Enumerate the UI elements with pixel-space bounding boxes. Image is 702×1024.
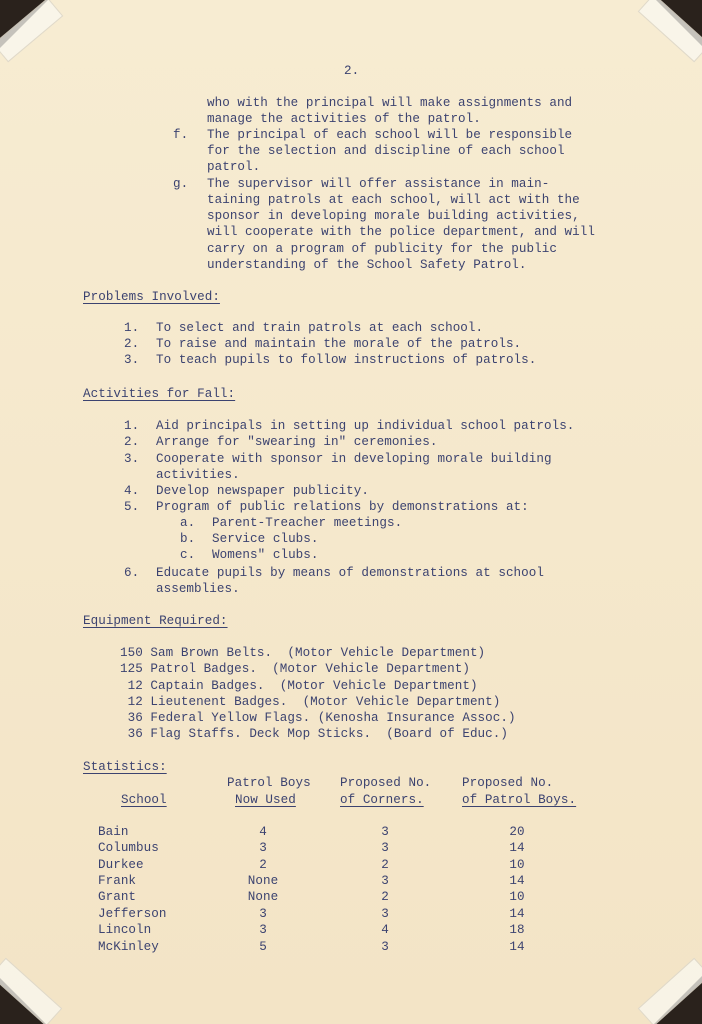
- list-item: To select and train patrols at each school.: [156, 321, 484, 335]
- list-item: assemblies.: [156, 582, 240, 596]
- table-cell: 2: [381, 858, 389, 872]
- table-cell: 20: [509, 825, 525, 839]
- column-header: Proposed No.: [340, 776, 432, 790]
- table-cell-school: Frank: [98, 874, 137, 888]
- column-header: School: [121, 793, 167, 807]
- list-number: 3.: [124, 353, 140, 367]
- list-item: To raise and maintain the morale of the patrols.: [156, 337, 522, 351]
- table-cell: 14: [509, 841, 525, 855]
- table-cell: 14: [509, 907, 525, 921]
- list-item: Arrange for "swearing in" ceremonies.: [156, 435, 438, 449]
- list-item: To teach pupils to follow instructions of patrols.: [156, 353, 537, 367]
- table-cell: 4: [259, 825, 267, 839]
- table-cell: 3: [381, 907, 389, 921]
- sub-item: Parent-Treacher meetings.: [212, 516, 403, 530]
- table-cell: None: [247, 874, 279, 888]
- sub-item: Womens" clubs.: [212, 548, 319, 562]
- table-cell: 10: [509, 858, 525, 872]
- list-item: Educate pupils by means of demonstrations at school: [156, 566, 544, 580]
- table-cell-school: Jefferson: [98, 907, 167, 921]
- table-cell: 3: [381, 874, 389, 888]
- column-header: of Corners.: [340, 793, 424, 807]
- section-heading: Statistics:: [83, 760, 167, 774]
- item-letter: f.: [173, 128, 189, 142]
- list-item: Program of public relations by demonstrations at:: [156, 500, 529, 514]
- text-line: taining patrols at each school, will act with the: [207, 193, 580, 207]
- table-cell: 3: [381, 825, 389, 839]
- list-item: activities.: [156, 468, 240, 482]
- table-cell-school: Grant: [98, 890, 137, 904]
- equipment-line: 150 Sam Brown Belts. (Motor Vehicle Department): [120, 646, 486, 660]
- table-cell: 5: [259, 940, 267, 954]
- equipment-line: 12 Lieutenent Badges. (Motor Vehicle Department): [120, 695, 501, 709]
- table-cell: None: [247, 890, 279, 904]
- list-number: 2.: [124, 435, 140, 449]
- list-number: 6.: [124, 566, 140, 580]
- list-item: Cooperate with sponsor in developing morale building: [156, 452, 552, 466]
- sub-letter: c.: [180, 548, 196, 562]
- table-cell: 18: [509, 923, 525, 937]
- column-header: Patrol Boys: [227, 776, 311, 790]
- equipment-line: 36 Flag Staffs. Deck Mop Sticks. (Board of Educ.): [120, 727, 508, 741]
- table-cell: 4: [381, 923, 389, 937]
- text-line: carry on a program of publicity for the public: [207, 242, 557, 256]
- list-number: 3.: [124, 452, 140, 466]
- table-cell: 14: [509, 874, 525, 888]
- table-cell: 2: [381, 890, 389, 904]
- list-item: Develop newspaper publicity.: [156, 484, 370, 498]
- table-cell: 3: [259, 841, 267, 855]
- table-cell-school: Bain: [98, 825, 129, 839]
- list-item: Aid principals in setting up individual school patrols.: [156, 419, 575, 433]
- list-number: 5.: [124, 500, 140, 514]
- table-cell-school: Columbus: [98, 841, 159, 855]
- section-heading: Equipment Required:: [83, 614, 228, 628]
- list-number: 1.: [124, 419, 140, 433]
- table-cell: 3: [259, 923, 267, 937]
- sub-letter: b.: [180, 532, 196, 546]
- equipment-line: 12 Captain Badges. (Motor Vehicle Department): [120, 679, 478, 693]
- column-header: Proposed No.: [462, 776, 554, 790]
- table-cell: 14: [509, 940, 525, 954]
- column-header: of Patrol Boys.: [462, 793, 577, 807]
- text-line: for the selection and discipline of each school: [207, 144, 565, 158]
- table-cell: 2: [259, 858, 267, 872]
- column-header: Now Used: [235, 793, 296, 807]
- table-cell: 3: [381, 940, 389, 954]
- text-line: will cooperate with the police department, and will: [207, 225, 595, 239]
- list-number: 4.: [124, 484, 140, 498]
- table-cell: 10: [509, 890, 525, 904]
- text-line: patrol.: [207, 160, 261, 174]
- table-cell-school: Durkee: [98, 858, 144, 872]
- table-cell: 3: [381, 841, 389, 855]
- equipment-line: 125 Patrol Badges. (Motor Vehicle Department): [120, 662, 470, 676]
- text-line: manage the activities of the patrol.: [207, 112, 481, 126]
- section-heading: Problems Involved:: [83, 290, 220, 304]
- text-line: understanding of the School Safety Patrol.: [207, 258, 527, 272]
- item-letter: g.: [173, 177, 189, 191]
- list-number: 2.: [124, 337, 140, 351]
- text-line: The principal of each school will be responsible: [207, 128, 573, 142]
- section-heading: Activities for Fall:: [83, 387, 236, 401]
- text-line: who with the principal will make assignments and: [207, 96, 573, 110]
- page-number: 2.: [344, 64, 360, 78]
- equipment-line: 36 Federal Yellow Flags. (Kenosha Insurance Assoc.): [120, 711, 516, 725]
- list-number: 1.: [124, 321, 140, 335]
- table-cell: 3: [259, 907, 267, 921]
- table-cell-school: McKinley: [98, 940, 159, 954]
- text-line: The supervisor will offer assistance in main-: [207, 177, 550, 191]
- table-cell-school: Lincoln: [98, 923, 152, 937]
- sub-letter: a.: [180, 516, 196, 530]
- sub-item: Service clubs.: [212, 532, 319, 546]
- text-line: sponsor in developing morale building activities,: [207, 209, 580, 223]
